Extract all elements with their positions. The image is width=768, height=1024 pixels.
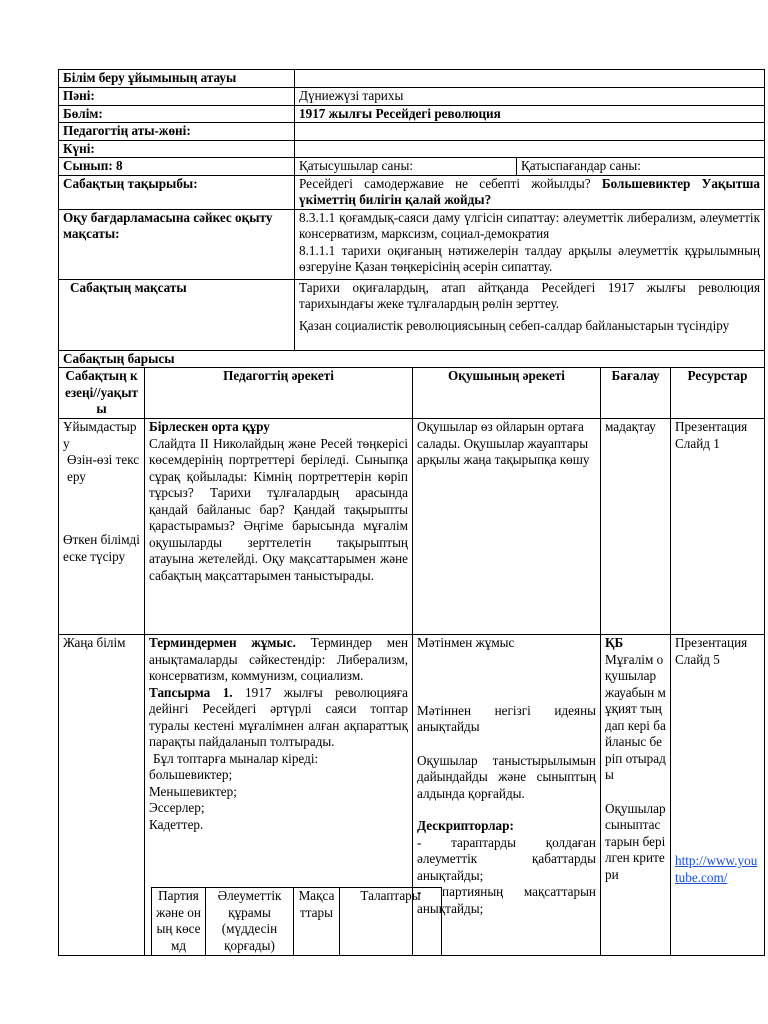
student-action-cell: Оқушылар өз ойларын ортаға салады. Оқушылар жауаптары арқылы жаңа тақырыпқа көшу — [413, 419, 601, 635]
col-stage-header: Сабақтың кезеңі//уақыты — [59, 368, 145, 419]
teacher-action-cell — [145, 419, 413, 635]
assessment-cell: мадақтау — [601, 419, 671, 635]
class-label: Сынып: 8 — [59, 158, 295, 176]
assessment-type: ҚБ — [605, 635, 624, 650]
teacher-task-cell — [145, 635, 421, 956]
objective-1: 8.3.1.1 қоғамдық-саяси даму үлгісін сипаттау: әлеуметтік либерализм, әлеуметтік консерватизм, марксизм, социал-демократия — [299, 209, 761, 241]
goal-row — [59, 279, 765, 350]
topic-question: Ресейдегі самодержавие не себепті жойылды? — [299, 175, 591, 191]
lesson-row-organization — [59, 419, 765, 635]
assessment-peer: Оқушылар сыныптастарын берілген критери — [605, 800, 666, 882]
descriptors-label: Дескрипторлар: — [417, 818, 514, 833]
teacher-action-title: Бірлескен орта құру — [149, 419, 270, 434]
resources-cell — [671, 419, 765, 635]
terms-block — [149, 635, 408, 685]
progress-row — [59, 350, 765, 368]
resource-slide: Слайд 5 — [675, 651, 720, 667]
goal-cell — [295, 279, 765, 350]
task-text: 1917 жылғы революцияға дейінгі Ресейдегі әртүрлі саяси топтар туралы кестені мұғалімнен алған ақпараттық парақты пайдаланып толтырады. — [149, 684, 409, 749]
parties-header-social: Әлеуметтік құрамы (мүддесін қорғады) — [206, 888, 294, 956]
col-teacher-header: Педагогтің әрекеті — [145, 368, 413, 419]
youtube-link[interactable]: http://www.youtube.com/ — [675, 853, 758, 885]
class-row — [59, 158, 765, 176]
progress-label: Сабақтың барысы — [59, 350, 765, 368]
resources-cell — [671, 635, 765, 956]
section-label: Бөлім: — [59, 105, 295, 123]
parties-header-party: Партия және оның көсемд — [152, 888, 206, 956]
goal-1: Тарихи оқиғалардың, атап айтқанда Ресейдегі 1917 жылғы революция тарихындағы жеке тұлғалардың рөлін зерттеу. — [299, 279, 761, 311]
date-label: Күні: — [59, 140, 295, 158]
col-student-header: Оқушының әрекеті — [413, 368, 601, 419]
org-row — [59, 70, 765, 88]
assessment-teacher-feedback: Мұғалім оқушылар жауабын мұқият тыңдап кері байланыс беріп отырады — [605, 651, 666, 782]
subject-label: Пәні: — [59, 88, 295, 106]
stage-organization: Ұйымдастыру — [63, 419, 137, 451]
descriptor-item: - тараптарды қолдаған әлеуметтік қабаттарды анықтайды; — [417, 834, 596, 883]
goal-label: Сабақтың мақсаты — [59, 279, 295, 350]
lesson-row-new-knowledge — [59, 635, 765, 956]
subject-row — [59, 88, 765, 106]
section-value: 1917 жылғы Ресейдегі революция — [295, 105, 765, 123]
topic-row — [59, 175, 765, 209]
task-title: Тапсырма 1. — [149, 684, 233, 700]
org-label: Білім беру ұйымының атауы — [59, 70, 295, 88]
terms-text: Терминдер мен анықтамаларды сәйкестендір: Либерализм, консерватизм, коммунизм, социализм. — [149, 635, 409, 683]
parties-table-header-row — [152, 888, 442, 956]
group-item: Эссерлер; — [149, 800, 205, 815]
stage-recall: Өткен білімді еске түсіру — [63, 532, 140, 564]
date-value[interactable] — [295, 140, 765, 158]
group-item: Кадеттер. — [149, 816, 204, 832]
resource-presentation: Презентация — [675, 635, 748, 650]
descriptor-item: - партияның мақсаттарын анықтайды; — [417, 884, 596, 916]
stage-self-check: Өзін-өзі тексеру — [67, 452, 140, 484]
stage-new-knowledge: Жаңа білім — [59, 635, 145, 956]
org-value[interactable] — [295, 70, 765, 88]
topic-label: Сабақтың тақырыбы: — [59, 175, 295, 209]
section-row — [59, 105, 765, 123]
assessment-cell — [601, 635, 671, 956]
goal-2: Қазан социалистік революциясының себеп-салдар байланыстарын түсіндіру — [299, 317, 730, 333]
task-block — [149, 685, 408, 751]
date-row — [59, 140, 765, 158]
lesson-plan-table — [58, 69, 765, 956]
column-header-row — [59, 368, 765, 419]
objectives-row — [59, 209, 765, 279]
col-assessment-header: Бағалау — [601, 368, 671, 419]
group-item: большевиктер; — [149, 767, 233, 782]
teacher-name-label: Педагогтің аты-жөні: — [59, 123, 295, 141]
student-text-work: Мәтінмен жұмыс — [417, 635, 515, 650]
resource-presentation: Презентация — [675, 419, 748, 434]
objective-2: 8.1.1.1 тарихи оқиғаның нәтижелерін талдау арқылы әлеуметтік құрылымның өзгеруіне Қазан төңкерісінің әсерін сипаттау. — [299, 242, 761, 274]
objectives-cell — [295, 209, 765, 279]
present-count-label: Қатысушылар саны: — [295, 158, 517, 176]
parties-header-demands: Талаптары — [340, 888, 442, 956]
parties-header-goals: Мақсаттары — [294, 888, 340, 956]
student-main-idea: Мәтіннен негізгі идеяны анықтайды — [417, 702, 596, 734]
parties-table — [151, 887, 442, 956]
topic-cell — [295, 175, 765, 209]
student-presentation: Оқушылар таныстырылымын дайындайды және сыныптың алдында қорғайды. — [417, 752, 596, 801]
lesson-plan-document — [58, 69, 764, 956]
teacher-name-row — [59, 123, 765, 141]
terms-title: Терминдермен жұмыс. — [149, 635, 296, 650]
subject-value: Дүниежүзі тарихы — [295, 88, 765, 106]
objectives-label: Оқу бағдарламасына сәйкес оқыту мақсаты: — [59, 209, 295, 279]
teacher-action-text: Слайдта ІІ Николайдың және Ресей төңкерісі көсемдерінің портреттері беріледі. Сыныпқа сұрақ қойылады: Кімнің портреттерін көріп тұрсыз? Тарихи тұлғалардың арасында қандай байланыс бар? Қандай тақырыпты қарастырамыз? Әңгіме барысында мұғалім оқушыларды зерттелетін тақырыптың атауына жетелейді. Оқу мақсаттарымен және сабақтың мақсаттарымен таныстырады. — [149, 435, 408, 583]
col-resources-header: Ресурстар — [671, 368, 765, 419]
group-item: Меньшевиктер; — [149, 783, 237, 799]
teacher-name-value[interactable] — [295, 123, 765, 141]
absent-count-label: Қатыспағандар саны: — [517, 158, 765, 176]
groups-intro: Бұл топтарға мыналар кіреді: — [153, 750, 319, 766]
resource-slide: Слайд 1 — [675, 435, 720, 451]
topic-question-bold: Большевиктер Уақытша үкіметтің билігін қалай жойды? — [299, 175, 761, 207]
stage-cell — [59, 419, 145, 635]
